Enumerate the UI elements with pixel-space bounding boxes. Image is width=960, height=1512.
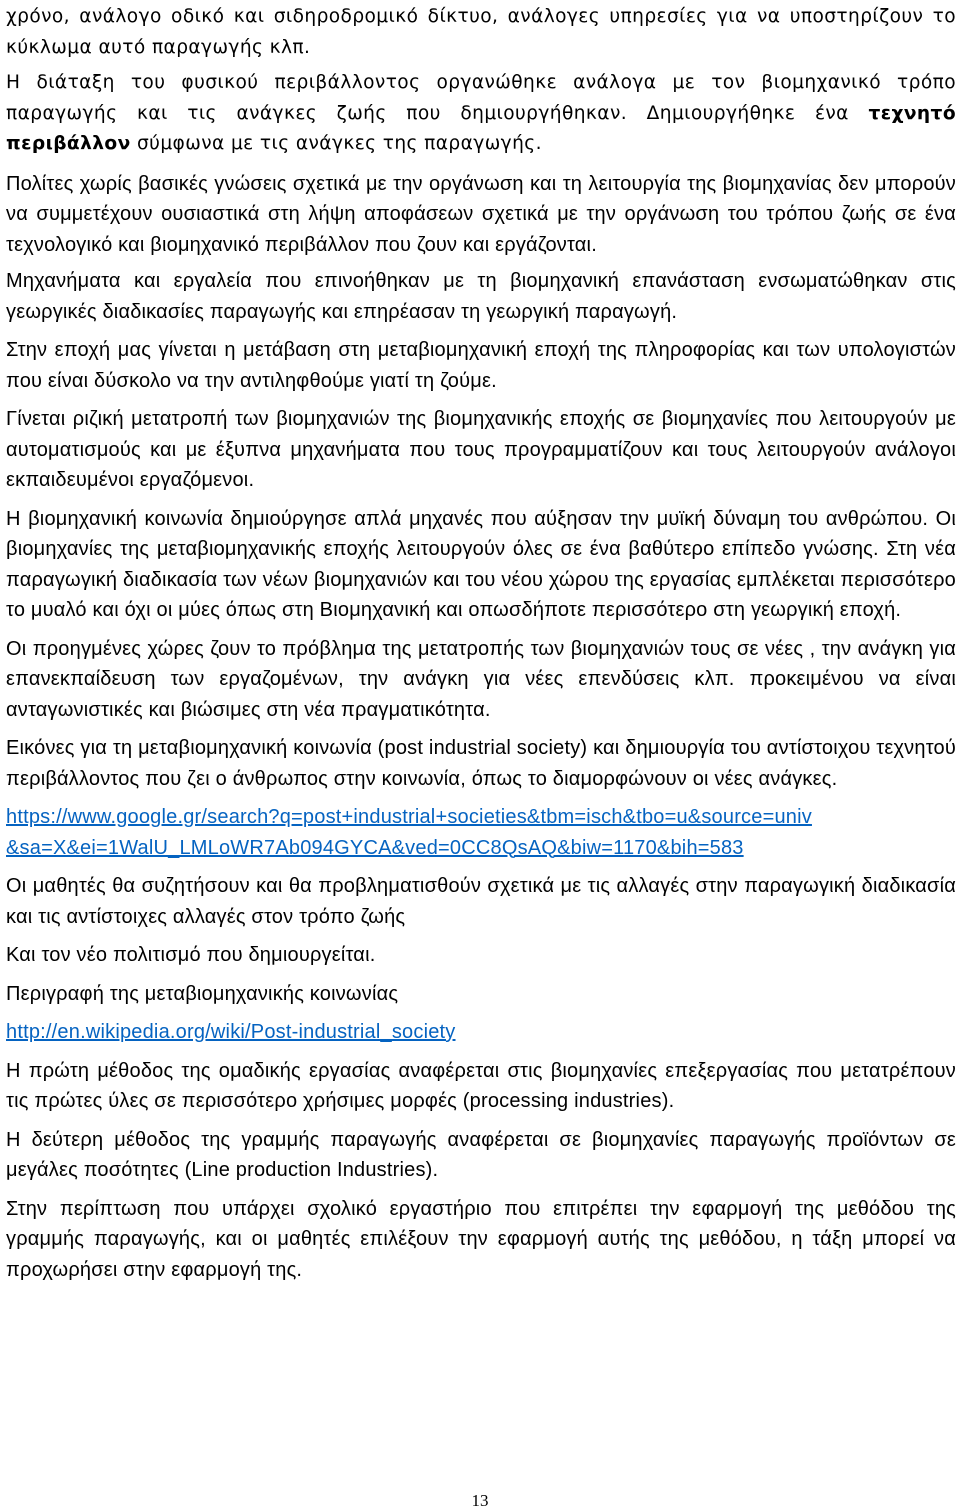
paragraph-new-culture: Και τον νέο πολιτισμό που δημιουργείται. <box>6 944 376 966</box>
paragraph-industrial-society: Η βιομηχανική κοινωνία δημιούργησε απλά μηχανές που αύξησαν την μυϊκή δύναμη του ανθρώπου. Οι βιομηχανίες της μεταβιομηχανικής εποχής λειτουργούν όλες σε ένα βαθύτερο επίπεδο γνώσης. Στη νέα παραγωγική διαδικασία των νέων βιομηχανιών και του νέου χώρου της εργασίας εμπλέκεται περισσότερο το μυαλό και όχι οι μύες όπως στη Βιομηχανική και οπωσδήποτε περισσότερο στη γεωργική εποχή. <box>6 507 956 621</box>
document-page <box>6 0 956 1285</box>
paragraph-advanced-countries: Οι προηγμένες χώρες ζουν το πρόβλημα της μετατροπής των βιομηχανιών τους σε νέες , την ανάγκη για επανεκπαίδευση των εργαζομένων, την ανάγκη για νέες επενδύσεις κλπ. προκειμένου να είναι ανταγωνιστικές και βιώσιμες στη νέα πραγματικότητα. <box>6 637 956 721</box>
paragraph-road-network: χρόνο, ανάλογο οδικό και σιδηροδρομικό δίκτυο, ανάλογες υπηρεσίες για να υποστηρίζουν το κύκλωμα αυτό παραγωγής κλπ. <box>6 6 956 58</box>
paragraph-transition: Στην εποχή μας γίνεται η μετάβαση στη μεταβιομηχανική εποχή της πληροφορίας και των υπολογιστών που είναι δύσκολο να την αντιληφθούμε γιατί τη ζούμε. <box>6 339 956 392</box>
google-images-link-line2[interactable]: &sa=X&ei=1WalU_LMLoWR7Ab094GYCA&ved=0CC8QsAQ&biw=1170&bih=583 <box>6 836 744 859</box>
wikipedia-link[interactable]: http://en.wikipedia.org/wiki/Post-industrial_society <box>6 1021 456 1043</box>
paragraph-description-heading: Περιγραφή της μεταβιομηχανικής κοινωνίας <box>6 982 399 1005</box>
link-block-google <box>6 802 956 863</box>
paragraph-second-method: Η δεύτερη μέθοδος της γραμμής παραγωγής αναφέρεται σε βιομηχανίες παραγωγής προϊόντων σε μεγάλες ποσότητες (Line production Industries). <box>6 1128 956 1181</box>
paragraph-radical-change: Γίνεται ριζική μετατροπή των βιομηχανιών της βιομηχανικής εποχής σε βιομηχανίες που λειτουργούν με αυτοματισμούς και με έξυπνα μηχανήματα που τους προγραμματίζουν και τους λειτουργούν ανάλογοι εκπαιδευμένοι εργαζόμενοι. <box>6 408 956 491</box>
paragraph-students-discuss: Οι μαθητές θα συζητήσουν και θα προβληματισθούν σχετικά με τις αλλαγές στην παραγωγική διαδικασία και τις αντίστοιχες αλλαγές στον τρόπο ζωής <box>6 875 956 928</box>
link-block-wikipedia <box>6 1017 956 1048</box>
paragraph-first-method: Η πρώτη μέθοδος της ομαδικής εργασίας αναφέρεται στις βιομηχανίες επεξεργασίας που μετατρέπουν τις πρώτες ύλες σε περισσότερο χρήσιμες μορφές (processing industries). <box>6 1059 956 1112</box>
google-images-link-line1[interactable]: https://www.google.gr/search?q=post+industrial+societies&tbm=isch&tbo=u&source=univ <box>6 806 812 828</box>
page-number: 13 <box>471 1491 489 1510</box>
paragraph-text: σύμφωνα με τις ανάγκες της παραγωγής. <box>130 133 542 154</box>
paragraph-school-workshop: Στην περίπτωση που υπάρχει σχολικό εργαστήριο που επιτρέπει την εφαρμογή της μεθόδου της γραμμής παραγωγής, και οι μαθητές επιλέξουν την εφαρμογή αυτής της μεθόδου, η τάξη μπορεί να προχωρήσει στην εφαρμογή της. <box>6 1197 956 1281</box>
paragraph-machines: Μηχανήματα και εργαλεία που επινοήθηκαν με τη βιομηχανική επανάσταση ενσωματώθηκαν στις γεωργικές διαδικασίες παραγωγής και επηρέασαν τη γεωργική παραγωγή. <box>6 270 956 323</box>
paragraph-images: Εικόνες για τη μεταβιομηχανική κοινωνία (post industrial society) και δημιουργία του αντίστοιχου τεχνητού περιβάλλοντος που ζει ο άνθρωπος στην κοινωνία, όπως το διαμορφώνουν οι νέες ανάγκες. <box>6 737 956 790</box>
paragraph-citizens: Πολίτες χωρίς βασικές γνώσεις σχετικά με την οργάνωση και τη λειτουργία της βιομηχανίας δεν μπορούν να συμμετέχουν ουσιαστικά στη λήψη αποφάσεων σχετικά με την οργάνωση του τρόπου ζωής σε ένα τεχνολογικό και βιομηχανικό περιβάλλον που ζουν και εργάζονται. <box>6 172 956 256</box>
bold-term-artificial-environment: τεχνητό περιβάλλον <box>6 102 956 154</box>
paragraph-text: Η διάταξη του φυσικού περιβάλλοντος οργανώθηκε ανάλογα με τον βιομηχανικό τρόπο παραγωγής και τις ανάγκες ζωής που δημιουργήθηκαν. Δημιουργήθηκε ένα <box>6 72 956 124</box>
paragraph-natural-environment <box>6 68 956 160</box>
